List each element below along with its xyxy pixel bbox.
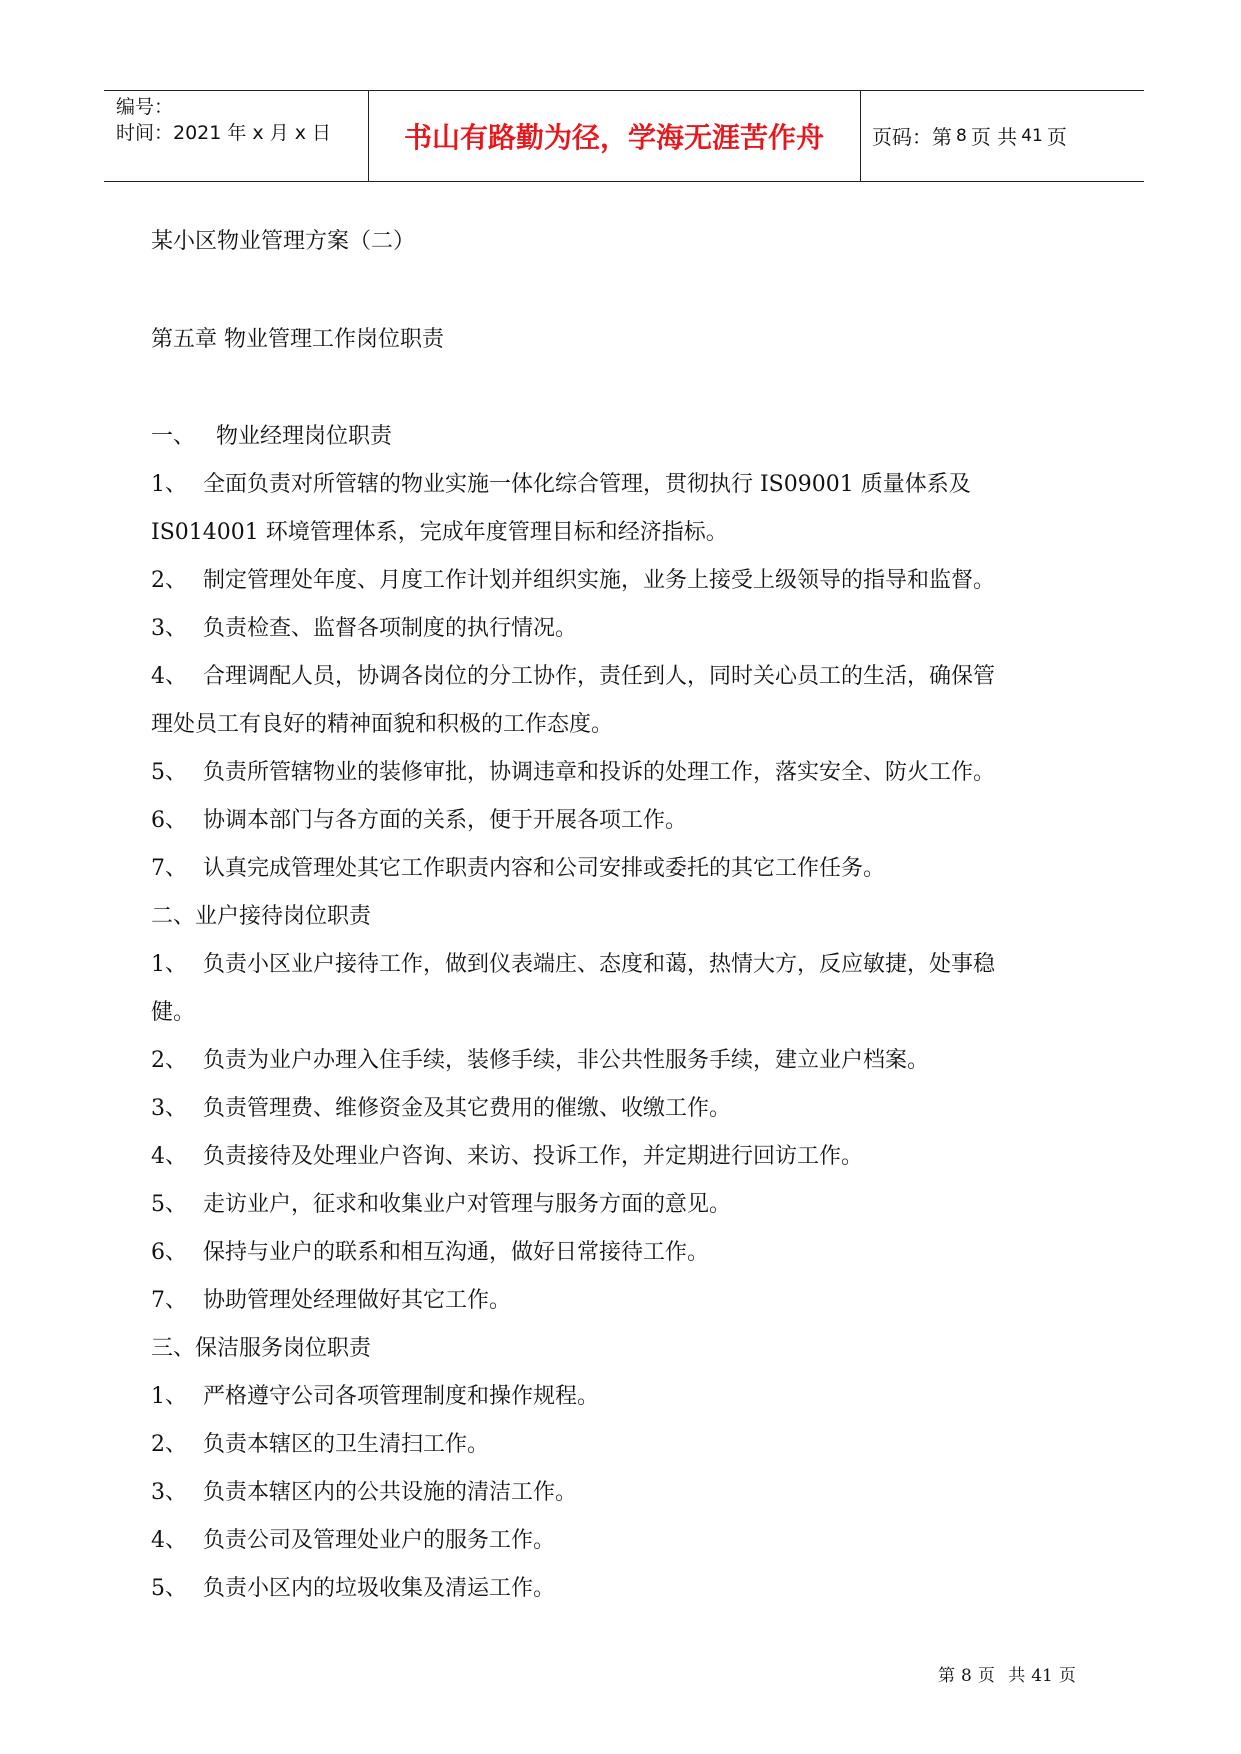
header-divider-2	[860, 91, 861, 181]
text-line	[151, 1373, 1111, 1421]
text-line	[151, 845, 1111, 893]
chapter-title: 第五章 物业管理工作岗位职责	[151, 327, 444, 352]
footer-suffix: 页	[1058, 1666, 1076, 1686]
header-page-total: 41	[1021, 125, 1043, 146]
header-number-label: 编号：	[116, 96, 174, 118]
line-text: 协助管理处经理做好其它工作。	[203, 1288, 512, 1313]
text-line	[151, 1229, 1111, 1277]
text-line	[151, 1565, 1111, 1613]
header-motto: 书山有路勤为径，学海无涯苦作舟	[403, 120, 824, 154]
text-line	[151, 413, 1111, 461]
line-number: 5、	[151, 760, 187, 785]
line-number: 1、	[151, 952, 187, 977]
text-line	[151, 1469, 1111, 1517]
text-line	[151, 701, 1111, 749]
line-number: 3、	[151, 1480, 187, 1505]
line-number: 4、	[151, 664, 187, 689]
line-text: 负责本辖区的卫生清扫工作。	[203, 1432, 490, 1457]
line-number: 7、	[151, 856, 187, 881]
line-text: 负责小区业户接待工作，做到仪表端庄、态度和蔼，热情大方，反应敏捷，处事稳	[203, 952, 996, 977]
text-line	[151, 749, 1111, 797]
line-text: 认真完成管理处其它工作职责内容和公司安排或委托的其它工作任务。	[203, 856, 886, 881]
line-number: 2、	[151, 568, 187, 593]
line-number: 6、	[151, 1240, 187, 1265]
text-line	[151, 1181, 1111, 1229]
header-page-info	[872, 91, 1067, 180]
line-text: 负责所管辖物业的装修审批，协调违章和投诉的处理工作，落实安全、防火工作。	[203, 760, 996, 785]
header-page-suffix: 页	[1046, 125, 1067, 149]
line-text: IS014001 环境管理体系，完成年度管理目标和经济指标。	[151, 520, 728, 545]
line-number: 4、	[151, 1528, 187, 1553]
line-text: 物业经理岗位职责	[216, 424, 393, 449]
line-text: 负责接待及处理业户咨询、来访、投诉工作，并定期进行回访工作。	[203, 1144, 864, 1169]
line-number: 3、	[151, 616, 187, 641]
header-page-prefix: 页码：第	[872, 125, 952, 149]
header-time-label: 时间：2021 年 x 月 x 日	[116, 122, 332, 144]
line-text: 负责管理费、维修资金及其它费用的催缴、收缴工作。	[203, 1096, 732, 1121]
line-number: 一、	[151, 424, 196, 449]
text-line	[151, 1421, 1111, 1469]
text-line	[151, 605, 1111, 653]
text-line	[151, 797, 1111, 845]
line-number: 5、	[151, 1192, 187, 1217]
text-line	[151, 461, 1111, 509]
line-number: 5、	[151, 1576, 187, 1601]
line-text: 负责检查、监督各项制度的执行情况。	[203, 616, 578, 641]
line-text: 三、保洁服务岗位职责	[151, 1336, 372, 1361]
line-text: 严格遵守公司各项管理制度和操作规程。	[203, 1384, 600, 1409]
line-text: 理处员工有良好的精神面貌和积极的工作态度。	[151, 712, 614, 737]
line-text: 负责公司及管理处业户的服务工作。	[203, 1528, 556, 1553]
line-number: 2、	[151, 1048, 187, 1073]
footer-current: 8	[961, 1666, 972, 1686]
text-line	[151, 509, 1111, 557]
line-number: 2、	[151, 1432, 187, 1457]
line-number: 3、	[151, 1096, 187, 1121]
text-line	[151, 557, 1111, 605]
header-page-middle: 页 共	[970, 125, 1018, 149]
text-line	[151, 1037, 1111, 1085]
text-line	[151, 1085, 1111, 1133]
line-text: 合理调配人员，协调各岗位的分工协作，责任到人，同时关心员工的生活，确保管	[203, 664, 996, 689]
line-text: 走访业户，征求和收集业户对管理与服务方面的意见。	[203, 1192, 732, 1217]
line-number: 7、	[151, 1288, 187, 1313]
text-line	[151, 653, 1111, 701]
line-text: 健。	[151, 1000, 196, 1025]
text-line	[151, 1325, 1111, 1373]
footer-middle: 页 共	[977, 1666, 1026, 1686]
document-body	[151, 413, 1111, 1613]
page-header	[104, 90, 1144, 182]
header-meta	[116, 94, 331, 146]
line-number: 4、	[151, 1144, 187, 1169]
line-text: 制定管理处年度、月度工作计划并组织实施，业务上接受上级领导的指导和监督。	[203, 568, 996, 593]
text-line	[151, 1277, 1111, 1325]
line-text: 保持与业户的联系和相互沟通，做好日常接待工作。	[203, 1240, 710, 1265]
line-text: 负责小区内的垃圾收集及清运工作。	[203, 1576, 556, 1601]
line-text: 全面负责对所管辖的物业实施一体化综合管理，贯彻执行 IS09001 质量体系及	[203, 472, 971, 497]
line-number: 1、	[151, 1384, 187, 1409]
line-number: 1、	[151, 472, 187, 497]
line-text: 协调本部门与各方面的关系，便于开展各项工作。	[203, 808, 688, 833]
footer-prefix: 第	[938, 1666, 955, 1686]
text-line	[151, 1133, 1111, 1181]
text-line	[151, 1517, 1111, 1565]
text-line	[151, 941, 1111, 989]
line-text: 二、业户接待岗位职责	[151, 904, 372, 929]
page-footer	[935, 1661, 1079, 1686]
text-line	[151, 893, 1111, 941]
line-text: 负责本辖区内的公共设施的清洁工作。	[203, 1480, 578, 1505]
line-text: 负责为业户办理入住手续，装修手续，非公共性服务手续，建立业户档案。	[203, 1048, 930, 1073]
header-page-current: 8	[956, 125, 967, 146]
text-line	[151, 989, 1111, 1037]
footer-total: 41	[1031, 1666, 1053, 1686]
line-number: 6、	[151, 808, 187, 833]
document-title: 某小区物业管理方案（二）	[151, 229, 416, 254]
